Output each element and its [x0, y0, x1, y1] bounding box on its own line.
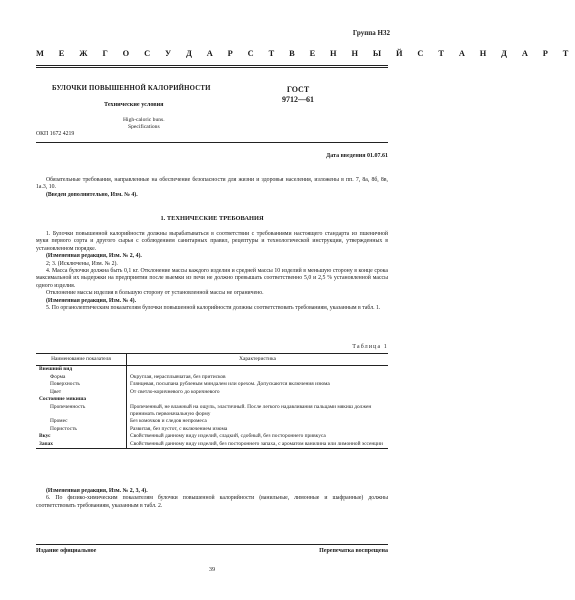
- english-title: [123, 117, 165, 131]
- document-title: БУЛОЧКИ ПОВЫШЕННОЙ КАЛОРИЙНОСТИ: [52, 85, 211, 92]
- table-row: [36, 418, 388, 426]
- table-header-indicator: Наименование показателя: [36, 354, 127, 366]
- row-name: Состояние мякиша: [36, 396, 127, 404]
- row-name: Пропеченность: [36, 404, 127, 418]
- organoleptic-table: [36, 353, 388, 449]
- paragraph-1-amendment: (Измененная редакция, Изм. № 2, 4).: [46, 253, 142, 260]
- gost-number: [282, 85, 314, 105]
- row-value: Свойственный данному виду изделий, без постороннего запаха, с ароматом ванилина или лимонной эссенции: [127, 441, 389, 449]
- row-name: Пористость: [36, 425, 127, 433]
- standard-type-title: М Е Ж Г О С У Д А Р С Т В Е Н Н Ы Й С Т А Н Д А Р Т: [36, 49, 575, 58]
- introduction-date: Дата введения 01.07.61: [326, 153, 388, 159]
- table-row: [36, 404, 388, 418]
- group-code: Группа Н32: [352, 29, 390, 37]
- table-header-characteristic: Характеристика: [127, 354, 389, 366]
- document-subtitle: Технические условия: [104, 101, 164, 108]
- intro-paragraph: Обязательные требования, направленные на обеспечение безопасности для жизни и здоровья населения, изложены в пп. 7, 8а, 8б, 8в, 1а.3, 10.: [36, 177, 388, 191]
- gost-label: ГОСТ: [286, 85, 310, 94]
- row-value: Пропеченный, не влажный на ощупь, эластичный. После легкого надавливания пальцами мякиш должен принимать первоначальную форму: [130, 404, 372, 417]
- row-value: От светло-коричневого до коричневого: [130, 388, 220, 395]
- english-title-line1: High-caloric buns.: [123, 117, 165, 123]
- paragraph-4-amendment: (Измененная редакция, Изм. № 4).: [46, 297, 137, 304]
- paragraph-6: 6. По физико-химическим показателям булочки повышенной калорийности (ванильные, лимонные и шафранные) должны соответствовать требованиям, указанным в табл. 2.: [36, 495, 388, 509]
- table-row: [36, 433, 388, 441]
- requirements-text: [36, 231, 388, 312]
- intro-text: [36, 177, 388, 199]
- row-name: Промес: [36, 418, 127, 426]
- intro-amendment: (Введен дополнительно, Изм. № 4).: [46, 191, 138, 198]
- row-name: Цвет: [36, 388, 127, 396]
- page-number: 39: [208, 566, 216, 573]
- post-table-text: [36, 488, 388, 510]
- official-edition-label: Издание официальное: [36, 548, 97, 554]
- header-rule-top: [36, 65, 388, 66]
- table-row: [36, 365, 388, 373]
- paragraph-4: 4. Масса булочки должна быть 0,1 кг. Отклонение массы каждого изделия и средней массы 10 изделий в меньшую сторону в конце срока максимальной их выдержки на предприятии после выемки из печи не должно превышать соответственно 5,0 и 2,5 % установленной массы одного изделия.: [36, 268, 388, 289]
- row-value: [127, 365, 389, 373]
- header-rule-bottom: [36, 67, 388, 68]
- table-row: [36, 373, 388, 381]
- row-value: Глянцевая, посыпана рубленым миндалем или орехом. Допускаются включения изюма: [130, 381, 330, 388]
- gost-code: 9712—61: [282, 95, 314, 104]
- row-value: Округлая, нерасплывчатая, без притисков: [130, 373, 226, 380]
- table-row: [36, 441, 388, 449]
- table-row: [36, 388, 388, 396]
- title-block-rule: [36, 142, 388, 143]
- table-row: [36, 396, 388, 404]
- section-heading: 1. ТЕХНИЧЕСКИЕ ТРЕБОВАНИЯ: [160, 215, 264, 222]
- row-name: Запах: [36, 441, 127, 449]
- row-value: Свойственный данному виду изделий, сладкий, сдобный, без постороннего привкуса: [130, 433, 326, 440]
- footer-rule: [36, 544, 388, 545]
- row-name: Внешний вид: [36, 365, 127, 373]
- paragraph-1: 1. Булочки повышенной калорийности должны вырабатываться в соответствии с требованиями настоящего стандарта из пшеничной муки первого сорта и другого сырья с соблюдением санитарных правил, рецептуры и технологической инструкции, утвержденных в установленном порядке.: [36, 231, 388, 252]
- table-amendment: (Измененная редакция, Изм. № 2, 3, 4).: [46, 488, 148, 494]
- row-value: Без комочков и следов непромеса: [130, 418, 207, 425]
- table-row: [36, 425, 388, 433]
- reprint-prohibited-label: Перепечатка воспрещена: [319, 548, 388, 554]
- okp-code: ОКП 1672 4219: [36, 131, 75, 137]
- row-name: Вкус: [36, 433, 127, 441]
- paragraph-2-3: 2; 3. (Исключены, Изм. № 2).: [46, 260, 118, 267]
- table-caption: Таблица 1: [352, 344, 388, 350]
- row-value: [127, 396, 389, 404]
- row-value: Развитая, без пустот, с включением изюма: [130, 425, 228, 432]
- row-name: Поверхность: [36, 381, 127, 389]
- paragraph-4b: Отклонение массы изделия в большую сторону от установленной массы не ограничено.: [46, 290, 264, 297]
- row-name: Форма: [36, 373, 127, 381]
- paragraph-5: 5. По органолептическим показателям булочки повышенной калорийности должны соответствовать требованиям, указанным в табл. 1.: [46, 305, 381, 312]
- english-title-line2: Specifications: [127, 124, 160, 130]
- table-row: [36, 381, 388, 389]
